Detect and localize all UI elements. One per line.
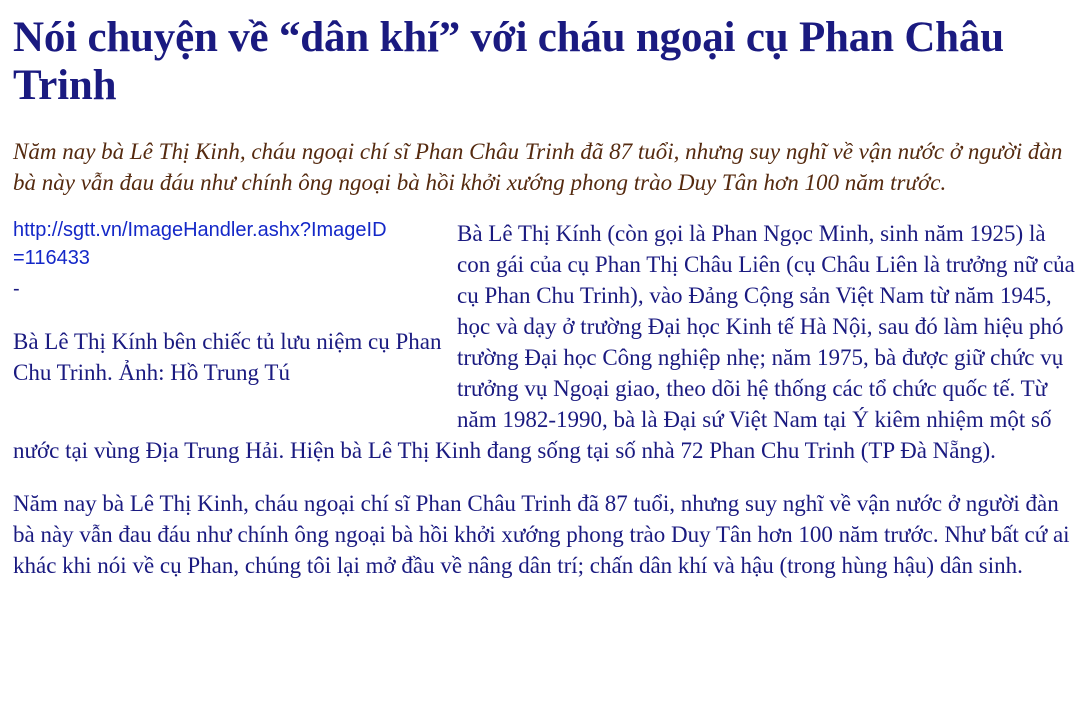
article-page [13, 0, 1079, 581]
body-paragraph-2: Năm nay bà Lê Thị Kinh, cháu ngoại chí sĩ Phan Châu Trinh đã 87 tuổi, nhưng suy nghĩ về vận nước ở người đàn bà này vẫn đau đáu như chính ông ngoại bà hồi khởi xướng phong trào Duy Tân hơn 100 năm trước. Như bất cứ ai khác khi nói về cụ Phan, chúng tôi lại mở đầu về nâng dân trí; chấn dân khí và hậu (trong hùng hậu) dân sinh. [13, 491, 1070, 578]
image-link[interactable]: http://sgtt.vn/ImageHandler.ashx?ImageID=116433 [13, 219, 387, 269]
image-figure [13, 216, 453, 424]
article-body [13, 218, 1079, 581]
body-paragraph-1: Bà Lê Thị Kính (còn gọi là Phan Ngọc Minh, sinh năm 1925) là con gái của cụ Phan Thị Châu Liên (cụ Châu Liên là trưởng nữ của cụ Phan Chu Trinh), vào Đảng Cộng sản Việt Nam từ năm 1945, học và dạy ở trường Đại học Kinh tế Hà Nội, sau đó làm hiệu phó trường Đại học Công nghiệp nhẹ; năm 1975, bà được giữ chức vụ trưởng vụ Ngoại giao, theo dõi hệ thống các tổ chức quốc tế. Từ năm 1982-1990, bà là Đại sứ Việt Nam tại Ý kiêm nhiệm một số nước tại vùng Địa Trung Hải. Hiện bà Lê Thị Kinh đang sống tại số nhà 72 Phan Chu Trinh (TP Đà Nẵng). [13, 221, 1075, 463]
image-caption: Bà Lê Thị Kính bên chiếc tủ lưu niệm cụ Phan Chu Trinh. Ảnh: Hồ Trung Tú [13, 329, 442, 385]
article-title: Nói chuyện về “dân khí” với cháu ngoại cụ Phan Châu Trinh [13, 14, 1004, 109]
image-link-dash: - [13, 278, 20, 300]
article-lead: Năm nay bà Lê Thị Kinh, cháu ngoại chí sĩ Phan Châu Trinh đã 87 tuổi, nhưng suy nghĩ về vận nước ở người đàn bà này vẫn đau đáu như chính ông ngoại bà hồi khởi xướng phong trào Duy Tân hơn 100 năm trước. [13, 139, 1063, 195]
